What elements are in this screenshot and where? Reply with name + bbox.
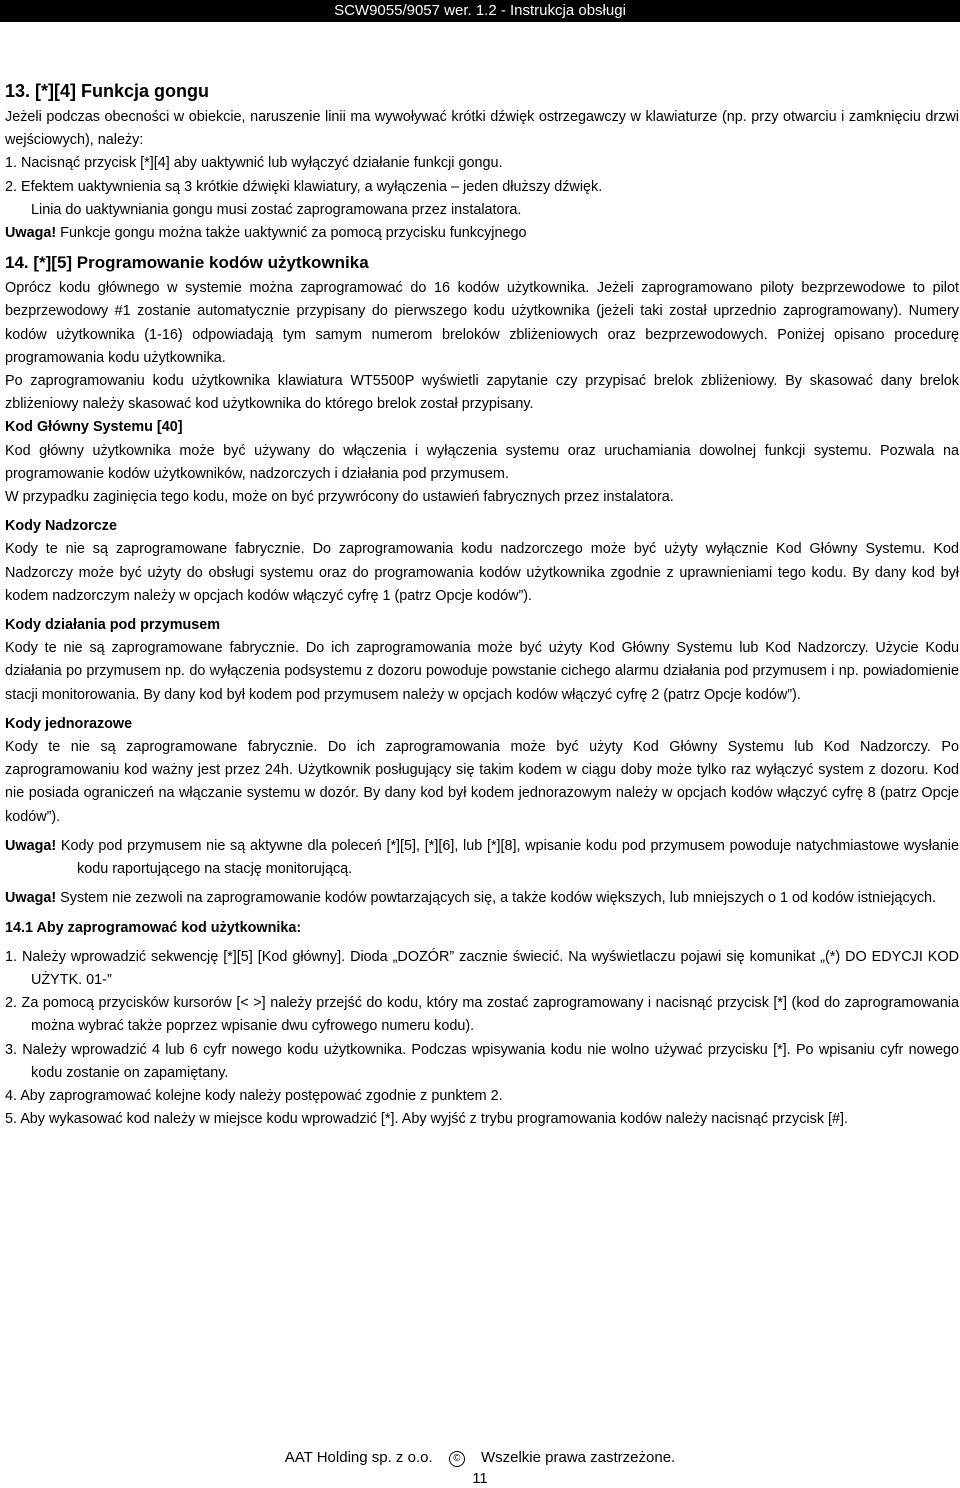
section-13-step-2: 2. Efektem uaktywnienia są 3 krótkie dźwięki klawiatury, a wyłączenia – jeden dłuższy dźwięk. [5,178,603,195]
section-14-paragraph-2: Po zaprogramowaniu kodu użytkownika klawiatura WT5500P wyświetli zapytanie czy przypisać brelok zbliżeniowy. By skasować dany brelok zbliżeniowy należy skasować kod użytkownika do którego brelok został przypisany. [5,373,959,413]
section-13-intro: Jeżeli podczas obecności w obiekcie, naruszenie linii ma wywoływać krótki dźwięk ostrzegawczy w klawiaturze (np. przy otwarciu i zamknięciu drzwi wejściowych), należy: [5,109,959,149]
warning-duplicate-codes [5,887,959,910]
section-13-uwaga [5,222,959,245]
master-code-heading: Kod Główny Systemu [40] [5,419,183,436]
one-time-codes-paragraph: Kody te nie są zaprogramowane fabrycznie. Do ich zaprogramowania może być użyty Kod Główny Systemu lub Kod Nadzorczy. Po zaprogramowaniu kod ważny jest przez 24h. Użytkownik posługujący się takim kodem w ciągu doby może tylko raz wyłączyć system z dozoru. Kod nie posiada ograniczeń na włączanie systemu w dozór. By dany kod był kodem jednorazowym należy w opcjach kodów włączyć cyfrę 8 (patrz Opcje kodów”). [5,739,959,825]
section-13-step-1: 1. Nacisnąć przycisk [*][4] aby uaktywnić lub wyłączyć działanie funkcji gongu. [5,155,503,172]
section-13-heading: 13. [*][4] Funkcja gongu [5,81,210,101]
warning-text: Kody pod przymusem nie są aktywne dla poleceń [*][5], [*][6], lub [*][8], wpisanie kodu pod przymusem powoduje natychmiastowe wysłanie kodu raportującego na stację monitorującą. [56,837,959,878]
warning-label: Uwaga! [5,890,57,907]
footer-rights: Wszelkie prawa zastrzeżone. [480,1449,676,1466]
uwaga-text: Funkcje gongu można także uaktywnić za pomocą przycisku funkcyjnego [56,225,527,242]
page-number: 11 [472,1470,488,1487]
programming-step-1: 1. Należy wprowadzić sekwencję [*][5] [Kod główny]. Dioda „DOZÓR” zacznie świecić. Na wyświetlaczu pojawi się komunikat „(*) DO EDYCJI KOD UŻYTK. 01-” [5,948,959,988]
supervisor-codes-heading: Kody Nadzorcze [5,518,117,535]
programming-step-3: 3. Należy wprowadzić 4 lub 6 cyfr nowego kodu użytkownika. Podczas wpisywania kodu nie wolno używać przycisku [*]. Po wpisaniu cyfr nowego kodu zostanie on zapamiętany. [5,1041,959,1081]
copyright-icon: © [449,1451,465,1467]
warning-text: System nie zezwoli na zaprogramowanie kodów powtarzających się, a także kodów większych, lub mniejszych o 1 od kodów istniejących. [56,890,937,907]
programming-step-4: 4. Aby zaprogramować kolejne kody należy postępować zgodnie z punktem 2. [5,1087,503,1104]
master-code-paragraph-1: Kod główny użytkownika może być używany do włączenia i wyłączenia systemu oraz uruchamiania dowolnej funkcji systemu. Pozwala na programowanie kodów użytkowników, nadzorczych i działania pod przymusem. [5,442,959,482]
section-14-paragraph-1: Oprócz kodu głównego w systemie można zaprogramować do 16 kodów użytkownika. Jeżeli zaprogramowano piloty bezprzewodowe to pilot bezprzewodowy #1 zostanie automatycznie przypisany do pierwszego kodu użytkownika (jeżeli taki został uprzednio zaprogramowany). Numery kodów użytkownika (1-16) odpowiadają tym samym numerom breloków zbliżeniowych oraz bezprzewodowych. Poniżej opisano procedurę programowania kodu użytkownika. [5,280,959,366]
section-14-1-heading: 14.1 Aby zaprogramować kod użytkownika: [5,919,302,936]
duress-codes-heading: Kody działania pod przymusem [5,617,221,634]
programming-step-2: 2. Za pomocą przycisków kursorów [< >] należy przejść do kodu, który ma zostać zaprogramowany i nacisnąć przycisk [*] (kod do zaprogramowania można wybrać także poprzez wpisanie dwu cyfrowego numeru kodu). [5,995,959,1035]
supervisor-codes-paragraph: Kody te nie są zaprogramowane fabrycznie. Do zaprogramowania kodu nadzorczego może być użyty wyłącznie Kod Główny Systemu. Kod Nadzorczy może być użyty do obsługi systemu oraz do programowania kodów użytkownika zgodnie z uprawnieniami tego kodu. By dany kod był kodem nadzorczym należy w opcjach kodów włączyć cyfrę 1 (patrz Opcje kodów”). [5,541,959,604]
warning-label: Uwaga! [5,837,57,854]
document-body [5,78,959,1131]
uwaga-label: Uwaga! [5,225,57,242]
section-13-linia-note: Linia do uaktywniania gongu musi zostać zaprogramowana przez instalatora. [31,201,522,218]
page-footer [0,1448,960,1468]
warning-duress-commands [5,835,959,881]
programming-step-5: 5. Aby wykasować kod należy w miejsce kodu wprowadzić [*]. Aby wyjść z trybu programowania kodów należy nacisnąć przycisk [#]. [5,1111,849,1128]
duress-codes-paragraph: Kody te nie są zaprogramowane fabrycznie. Do ich zaprogramowania może być użyty Kod Główny Systemu lub Kod Nadzorczy. Użycie Kodu działania po przymusem np. do wyłączenia podsystemu z dozoru powoduje powstanie cichego alarmu działania pod przymusem i np. powiadomienie stacji monitorowania. By dany kod był kodem pod przymusem należy w opcjach kodów włączyć cyfrę 2 (patrz Opcje kodów”). [5,640,959,703]
master-code-paragraph-2: W przypadku zaginięcia tego kodu, może on być przywrócony do ustawień fabrycznych przez instalatora. [5,489,674,506]
page-header-title: SCW9055/9057 wer. 1.2 - Instrukcja obsługi [334,2,626,19]
section-14-heading: 14. [*][5] Programowanie kodów użytkownika [5,253,369,273]
one-time-codes-heading: Kody jednorazowe [5,715,133,732]
footer-company: AAT Holding sp. z o.o. [284,1449,433,1466]
